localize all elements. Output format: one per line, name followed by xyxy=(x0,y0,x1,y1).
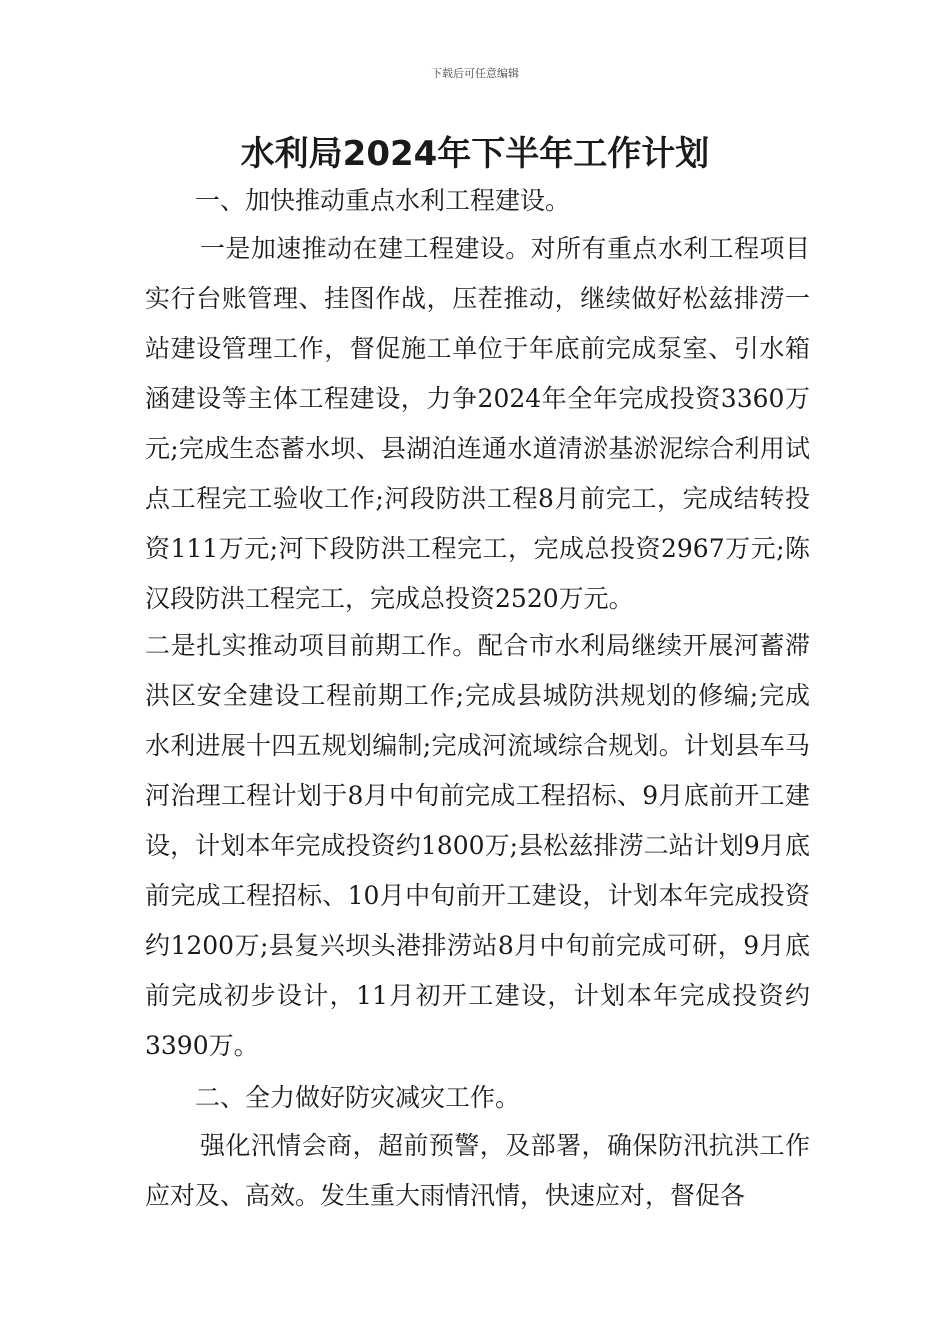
paragraph-1: 一是加速推动在建工程建设。对所有重点水利工程项目实行台账管理、挂图作战，压茬推动，继续做好松兹排涝一站建设管理工作，督促施工单位于年底前完成泵室、引水箱涵建设等主体工程建设，力争2024年全年完成投资3360万元;完成生态蓄水坝、县湖泊连通水道清淤基淤泥综合利用试点工程完工验收工作;河段防洪工程8月前完工，完成结转投资111万元;河下段防洪工程完工，完成总投资2967万元;陈汉段防洪工程完工，完成总投资2520万元。 xyxy=(145,234,810,613)
section-heading-1: 一、加快推动重点水利工程建设。 xyxy=(195,186,571,215)
page-title: 水利局2024年下半年工作计划 xyxy=(240,134,710,174)
header-note: 下载后可任意编辑 xyxy=(431,67,519,80)
paragraph-3: 强化汛情会商，超前预警，及部署，确保防汛抗洪工作应对及、高效。发生重大雨情汛情，快速应对，督促各 xyxy=(145,1131,810,1210)
paragraph-2: 二是扎实推动项目前期工作。配合市水利局继续开展河蓄滞洪区安全建设工程前期工作;完成县城防洪规划的修编;完成水利进展十四五规划编制;完成河流域综合规划。计划县车马河治理工程计划于8月中旬前完成工程招标、9月底前开工建设，计划本年完成投资约1800万;县松兹排涝二站计划9月底前完成工程招标、10月中旬前开工建设，计划本年完成投资约1200万;县复兴坝头港排涝站8月中旬前完成可研，9月底前完成初步设计，11月初开工建设，计划本年完成投资约3390万。 xyxy=(145,631,810,1060)
section-heading-2: 二、全力做好防灾减灾工作。 xyxy=(195,1083,521,1112)
